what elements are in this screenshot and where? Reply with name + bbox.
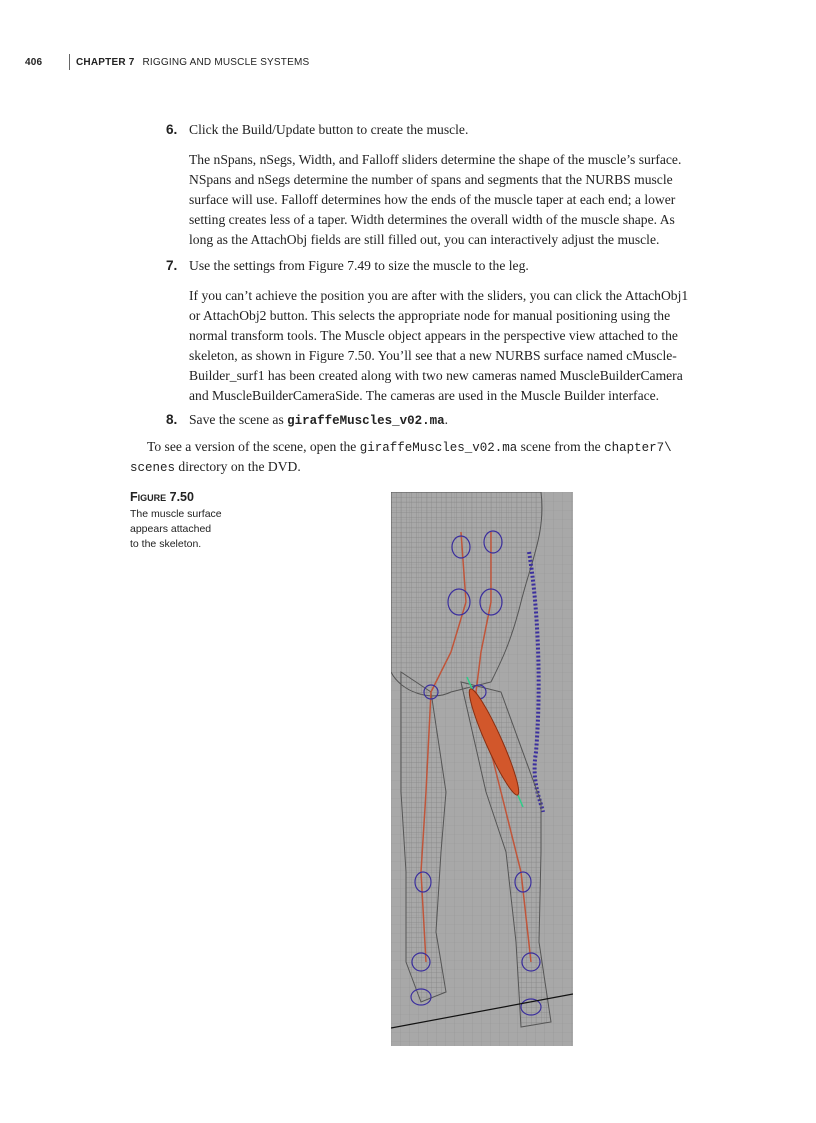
text-line: setting creates less of a taper. Width determines the overall width of the muscle shape. As [189,212,675,227]
text-line: and MuscleBuilderCameraSide. The cameras are used in the Muscle Builder interface. [189,388,660,403]
figure-viewport-image [391,492,573,1046]
step-text [189,410,448,431]
step-text-before: Save the scene as [189,412,288,427]
step-text: Click the Build/Update button to create the muscle. [189,122,469,137]
paragraph-scene-location [147,437,747,458]
text-line: skeleton, as shown in Figure 7.50. You’ll see that a new NURBS surface named cMuscle- [189,348,677,363]
chapter-title: RIGGING AND MUSCLE SYSTEMS [142,56,310,68]
giraffe-leg-wireframe [391,492,573,1046]
scene-filename: giraffeMuscles_v02.ma [287,414,445,428]
figure-title: Figure 7.50 [130,490,194,504]
text-line: surface will use. Falloff determines how the ends of the muscle taper at each end; a lower [189,192,676,207]
figure-caption [130,490,260,552]
text-run: directory on the DVD. [175,459,301,474]
paragraph-scene-location-cont [130,457,301,478]
text-line: The nSpans, nSegs, Width, and Falloff sliders determine the shape of the muscle’s surface. [189,152,682,167]
text-line: normal transform tools. The Muscle object appears in the perspective view attached to the [189,328,678,343]
text-line: or AttachObj2 button. This selects the appropriate node for manual positioning using the [189,308,671,323]
caption-line: appears attached [130,523,212,535]
page-number: 406 [25,56,43,68]
step-number: 6. [166,122,178,137]
text-line: Builder_surf1 has been created along with two new cameras named MuscleBuilderCamera [189,368,683,383]
chapter-label: CHAPTER 7 [76,56,135,68]
caption-line: The muscle surface [130,508,222,520]
text-run: To see a version of the scene, open the [147,439,360,454]
scene-filename: giraffeMuscles_v02.ma [359,441,518,455]
step-text: Use the settings from Figure 7.49 to size the muscle to the leg. [189,258,529,273]
step-number: 7. [166,258,178,273]
step-number: 8. [166,412,178,427]
header-divider [69,54,70,70]
step-text-after: . [444,412,449,427]
text-line: long as the AttachObj fields are still filled out, you can interactively adjust the muscle. [189,232,660,247]
directory-path: scenes [130,461,176,475]
caption-line: to the skeleton. [130,538,202,550]
text-line: NSpans and nSegs determine the number of spans and segments that the NURBS muscle [189,172,673,187]
running-header [25,54,309,70]
directory-path: chapter7\ [604,441,672,455]
text-line: If you can’t achieve the position you are after with the sliders, you can click the AttachObj1 [189,288,689,303]
text-run: scene from the [517,439,605,454]
